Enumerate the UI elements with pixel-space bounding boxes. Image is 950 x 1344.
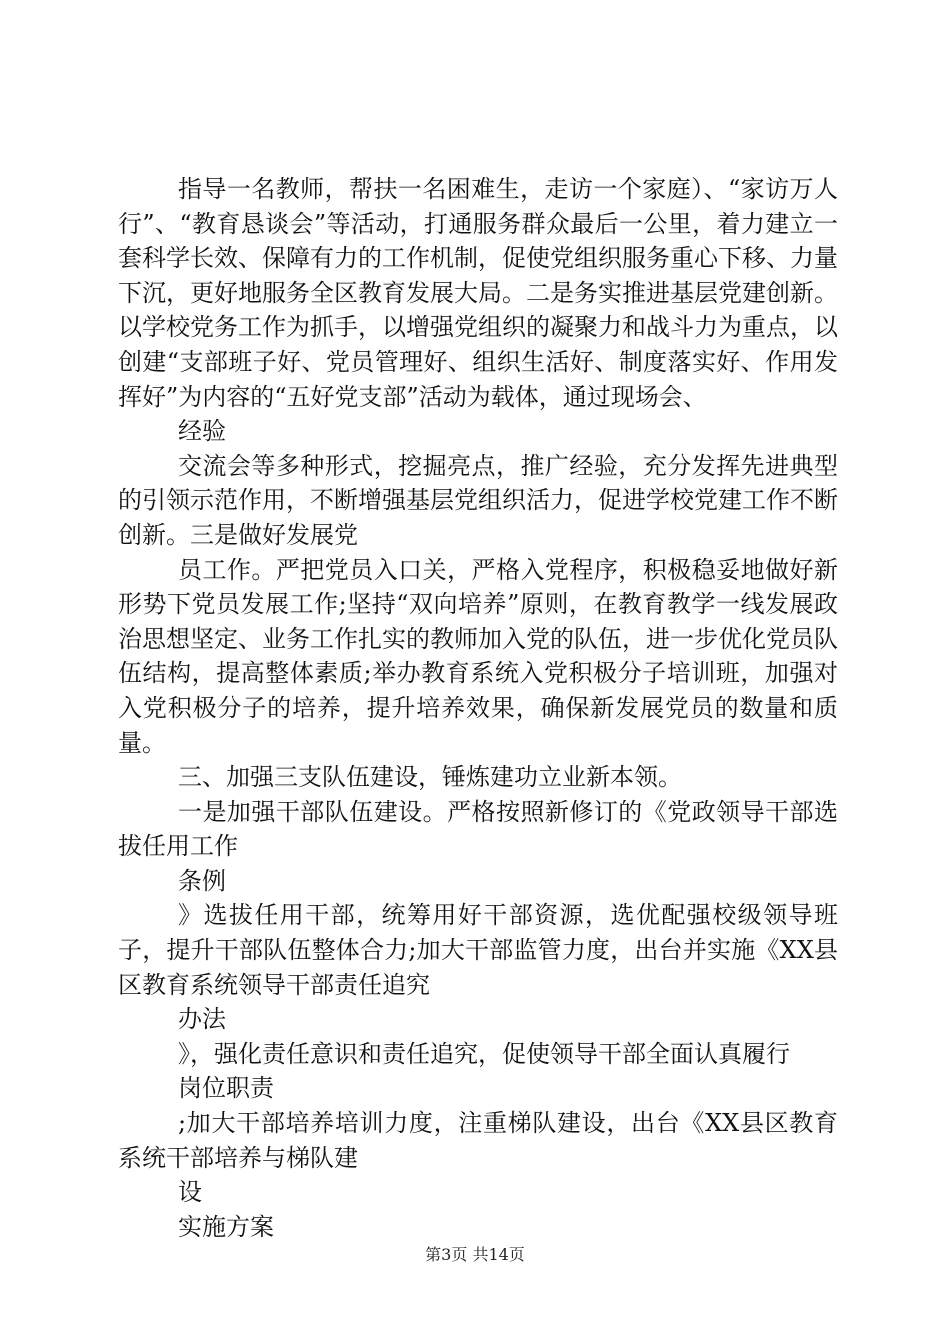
paragraph: ;加大干部培养培训力度，注重梯队建设，出台《XX县区教育系统干部培养与梯队建 [118,1109,838,1172]
paragraph: 经验 [178,417,226,446]
paragraph: 》选拔任用干部，统筹用好干部资源，选优配强校级领导班子，提升干部队伍整体合力;加大干部监管力度，出台并实施《XX县区教育系统领导干部责任追究 [118,901,838,999]
paragraph: 条例 [178,866,226,895]
paragraph: 办法 [178,1005,226,1034]
paragraph: 员工作。严把党员入口关，严格入党程序，积极稳妥地做好新形势下党员发展工作;坚持“双向培养”原则，在教育教学一线发展政治思想坚定、业务工作扎实的教师加入党的队伍，进一步优化党员队伍结构，提高整体素质;举办教育系统入党积极分子培训班，加强对入党积极分子的培养，提升培养效果，确保新发展党员的数量和质量。 [118,555,838,757]
paragraph: 》，强化责任意识和责任追究，促使领导干部全面认真履行 [178,1039,790,1068]
paragraph: 指导一名教师，帮扶一名困难生，走访一个家庭）、“家访万人行”、“教育恳谈会”等活动，打通服务群众最后一公里，着力建立一套科学长效、保障有力的工作机制，促使党组织服务重心下移、力量下沉，更好地服务全区教育发展大局。二是务实推进基层党建创新。以学校党务工作为抓手，以增强党组织的凝聚力和战斗力为重点，以创建“支部班子好、党员管理好、组织生活好、制度落实好、作用发挥好”为内容的“五好党支部”活动为载体，通过现场会、 [118,175,838,411]
paragraph: 设 [178,1178,202,1207]
paragraph: 交流会等多种形式，挖掘亮点，推广经验，充分发挥先进典型的引领示范作用，不断增强基层党组织活力，促进学校党建工作不断创新。三是做好发展党 [118,451,838,549]
paragraph: 一是加强干部队伍建设。严格按照新修订的《党政领导干部选拔任用工作 [118,797,838,861]
section-heading: 三、加强三支队伍建设，锤炼建功立业新本领。 [178,763,682,792]
page-number-footer: 第3页 共14页 [425,1245,525,1264]
document-body [118,172,838,1244]
paragraph: 岗位职责 [178,1074,274,1103]
paragraph: 实施方案 [178,1212,274,1241]
